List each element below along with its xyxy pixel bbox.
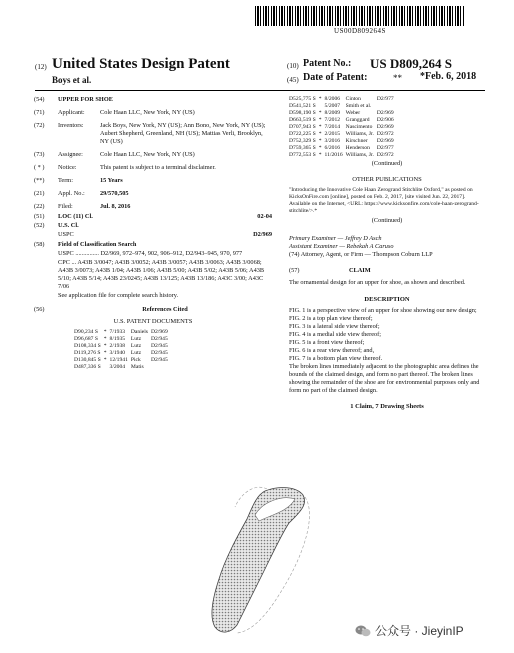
citation-class: D2/945 [150, 336, 168, 342]
date-label: Date of Patent: [303, 72, 368, 83]
design-title: UPPER FOR SHOE [58, 96, 113, 103]
citation-class [151, 364, 171, 371]
code-10: (10) [287, 62, 299, 70]
search-cpc [34, 259, 272, 291]
inventors-value: Jack Boys, New York, NY (US); Ann Bono, New York, NY (US); Aubert Shepherd, Greenland, NH (US); Mattias Verli, Brooklyn, NY (US) [100, 122, 266, 145]
citation-date: 2/1938 [109, 343, 126, 349]
citation-name: Williams, Jr. [345, 131, 374, 137]
citation-class: D2/972 [376, 152, 394, 158]
appl-no-value: 29/570,505 [100, 190, 129, 197]
field-label: Notice: [58, 164, 77, 171]
field-appl-no [34, 190, 272, 198]
field-uspc [34, 231, 272, 239]
search-cpc-value: CPC ... A43B 3/0047; A43B 3/0052; A43B 3/0057; A43B 3/0063; A43B 3/0068; A43B 3/0073; A43B 1/04; A43B 1/06; A43B 5/00; A43B 5/02; A43B 5/06; A43B 5/10; A43B 5/14; A43B 23/0245; A43B 13/125; A43B 13/186; A43C 3/00; A43C 7/06 [58, 259, 265, 290]
citation-class: D2/969 [376, 138, 394, 144]
field-applicant [34, 109, 272, 117]
inventors-short: Boys et al. [52, 75, 92, 85]
field-code: (73) [34, 151, 45, 158]
citation-row [289, 103, 397, 110]
citation-mark: * [103, 336, 107, 342]
barcode [255, 6, 465, 26]
citation-date: 3/2004 [109, 364, 126, 370]
watermark-text: 公众号 · JieyinIP [375, 624, 464, 638]
field-assignee [34, 151, 272, 159]
field-filed [34, 203, 272, 211]
field-code: (56) [34, 306, 45, 313]
patent-type-title: United States Design Patent [52, 56, 230, 72]
attorney: (74) Attorney, Agent, or Firm — Thompson Coburn LLP [289, 251, 433, 258]
header-rule [35, 90, 485, 91]
desc-line: The broken lines immediately adjacent to the photographic area defines the bounds of the claimed design, and form no part thereof. The broken lines showing the remainder of the shoe are for environmental purposes only and form no part of the claimed design. [289, 363, 480, 394]
barcode-number: US00D809264S [334, 27, 386, 35]
code-45: (45) [287, 76, 299, 84]
citation-class [377, 103, 397, 110]
assignee-value: Cole Haan LLC, New York, NY (US) [100, 151, 195, 158]
search-uspc-value: USPC ............... D2/969, 972–974, 902, 906–912, D2/943–945, 970, 977 [58, 250, 243, 257]
citation-row [289, 152, 397, 159]
field-code: (51) [34, 213, 45, 220]
citation-mark: * [318, 131, 322, 137]
citation-mark: * [318, 124, 322, 130]
citation-number: D90,234 S [74, 329, 98, 335]
citation-row [289, 124, 397, 131]
us-docs-heading: U.S. PATENT DOCUMENTS [113, 318, 193, 325]
citation-mark: * [318, 117, 322, 123]
us-docs-table [74, 329, 171, 371]
citation-number: D130,845 S [74, 357, 101, 363]
citation-row [74, 329, 171, 336]
right-column [289, 96, 485, 414]
patent-date: *Feb. 6, 2018 [420, 71, 477, 82]
field-label: Inventors: [58, 122, 84, 129]
citation-class: D2/906 [376, 117, 394, 123]
citation-mark: * [103, 350, 107, 356]
citation-date: 8/2009 [324, 110, 341, 116]
citation-mark: * [103, 343, 107, 349]
loc-value: 02-04 [257, 213, 272, 220]
citation-date: 8/1935 [109, 336, 126, 342]
search-uspc [34, 250, 272, 258]
citation-class: D2/969 [376, 110, 394, 116]
field-label: LOC (11) Cl. [58, 213, 93, 220]
citation-mark: * [318, 110, 322, 116]
citation-class: D2/945 [150, 343, 168, 349]
claim-heading: CLAIM [349, 267, 371, 274]
citation-class: D2/972 [376, 131, 394, 137]
desc-line: FIG. 5 is a front view thereof; [289, 339, 365, 346]
description-heading: DESCRIPTION [364, 296, 410, 303]
citation-row [289, 145, 397, 152]
field-label: Field of Classification Search [58, 241, 137, 248]
assistant-examiner: Assistant Examiner — Rebekah A Caruso [289, 243, 394, 250]
citation-row [289, 131, 397, 138]
citation-name: Henderson [345, 145, 370, 151]
field-label: Term: [58, 177, 73, 184]
citation-row [289, 110, 397, 117]
field-references [34, 306, 272, 314]
field-code: (21) [34, 190, 45, 197]
citation-date: 7/2012 [324, 117, 341, 123]
right-docs-table [289, 96, 397, 159]
patent-no-label: Patent No.: [303, 58, 352, 69]
wechat-icon [355, 624, 371, 638]
citation-date: 7/2014 [324, 124, 341, 130]
citation-number: D119,276 S [74, 350, 101, 356]
citation-date: 8/2006 [324, 96, 341, 102]
claim-text: The ornamental design for an upper for shoe, as shown and described. [289, 279, 466, 286]
left-column [34, 96, 272, 371]
desc-line: FIG. 3 is a lateral side view thereof; [289, 323, 380, 330]
field-code: (72) [34, 122, 45, 129]
claim-heading-row [289, 267, 485, 275]
citation-number: D752,329 S [289, 138, 316, 144]
continued-2: (Continued) [371, 217, 403, 224]
citation-date: 7/1933 [109, 329, 126, 335]
citation-date: 3/2016 [324, 138, 341, 144]
citation-number: D722,225 S [289, 131, 316, 137]
patent-number: US D809,264 S [370, 56, 452, 71]
field-notice [34, 164, 272, 172]
citation-mark: * [318, 152, 322, 158]
field-code: (52) [34, 222, 45, 229]
code-12: (12) [35, 63, 47, 71]
citation-name: Lutz [130, 336, 142, 342]
field-title [34, 96, 272, 104]
field-code: (58) [34, 241, 45, 248]
citation-name: Smith et al. [345, 103, 372, 109]
citation-row [289, 96, 397, 103]
applicant-value: Cole Haan LLC, New York, NY (US) [100, 109, 195, 116]
field-label: Filed: [58, 203, 73, 210]
watermark [355, 622, 464, 639]
shoe-upper-drawing [185, 485, 325, 635]
citation-mark: * [103, 329, 107, 335]
field-code: (71) [34, 109, 45, 116]
description-body [289, 307, 485, 395]
desc-line: FIG. 7 is a bottom plan view thereof. [289, 355, 383, 362]
citation-class: D2/945 [150, 350, 168, 356]
field-inventors [34, 122, 272, 146]
field-term [34, 177, 272, 185]
citation-mark: * [103, 357, 107, 363]
citation-mark: * [318, 145, 322, 151]
citation-name: Nascimento [345, 124, 373, 130]
citation-name: Granggard [345, 117, 370, 123]
citation-row [74, 343, 171, 350]
desc-line: FIG. 2 is a top plan view thereof; [289, 315, 373, 322]
term-value: 15 Years [100, 177, 123, 184]
citation-class: D2/977 [376, 96, 394, 102]
other-pubs-text: "Introducing the Innovative Cole Haan Zerogrand Stitchlite Oxford," as posted on KicksOnFire.com [online], posted on Feb. 2, 2017, [site visited Jun. 22, 2017]. Available on the Internet, <URL: https://www.kicksonfire.com/cole-haan-zerogrand-stitchlite/>.* [289, 187, 479, 214]
citation-class: D2/977 [376, 145, 394, 151]
citation-date: 11/2016 [324, 152, 343, 158]
citation-number: D108,334 S [74, 343, 101, 349]
citation-number: D707,943 S [289, 124, 316, 130]
search-note [34, 292, 272, 300]
citation-name: Williams, Jr. [345, 152, 374, 158]
citation-number: D525,775 S [289, 96, 316, 102]
claim-code: (57) [289, 267, 300, 274]
field-code: (54) [34, 96, 45, 103]
field-label: Appl. No.: [58, 190, 85, 197]
date-mark: ** [393, 73, 402, 83]
notice-value: This patent is subject to a terminal disclaimer. [100, 164, 216, 171]
continued-1: (Continued) [371, 160, 403, 167]
citation-row [74, 350, 171, 357]
citation-date: 2/2015 [324, 131, 341, 137]
field-label: Applicant: [58, 109, 85, 116]
field-label: U.S. Cl. [58, 222, 79, 229]
citation-date: 6/2016 [324, 145, 341, 151]
uspc-value: D2/969 [253, 231, 272, 238]
citation-name: Daniels [130, 329, 148, 335]
citation-name: Lutz [130, 350, 142, 356]
citation-date: 5/2007 [324, 103, 341, 109]
citation-row [289, 138, 397, 145]
uspc-label: USPC [58, 231, 74, 238]
citation-number: D598,190 S [289, 110, 316, 116]
citation-row [74, 357, 171, 364]
citation-date: 12/1941 [109, 357, 128, 363]
citation-name: Lutz [130, 343, 142, 349]
field-search [34, 241, 272, 249]
field-loc [34, 213, 272, 221]
field-code: (**) [34, 177, 45, 184]
desc-line: FIG. 1 is a perspective view of an upper for shoe showing our new design; [289, 307, 477, 314]
references-heading: References Cited [142, 306, 188, 313]
citation-name: Kirschner [345, 138, 368, 144]
field-code: ( * ) [34, 164, 45, 171]
citation-number: D772,553 S [289, 152, 316, 158]
citation-name: Weber [345, 110, 361, 116]
citation-number: D96,687 S [74, 336, 98, 342]
citation-mark: * [318, 138, 322, 144]
citation-mark: * [318, 96, 322, 102]
claims-summary: 1 Claim, 7 Drawing Sheets [350, 403, 424, 410]
other-pubs-heading: OTHER PUBLICATIONS [352, 176, 422, 183]
citation-row [74, 336, 171, 343]
citation-row [74, 364, 171, 371]
citation-class: D2/969 [376, 124, 394, 130]
primary-examiner: Primary Examiner — Jeffrey D Asch [289, 235, 382, 242]
citation-name: Pick [130, 357, 141, 363]
citation-name: Matis [130, 364, 144, 370]
desc-line: FIG. 6 is a rear view thereof; and, [289, 347, 375, 354]
desc-line: FIG. 4 is a medial side view thereof; [289, 331, 381, 338]
citation-number: D759,365 S [289, 145, 316, 151]
citation-name: Cinton [345, 96, 361, 102]
field-us-cl [34, 222, 272, 230]
citation-class: D2/969 [150, 329, 168, 335]
citation-number: D541,521 S [289, 103, 316, 109]
filed-value: Jul. 8, 2016 [100, 203, 131, 210]
citation-row [289, 117, 397, 124]
citation-class: D2/945 [150, 357, 168, 363]
shoe-upper-shape [212, 488, 305, 633]
field-code: (22) [34, 203, 45, 210]
citation-number: D663,519 S [289, 117, 316, 123]
search-note-value: See application file for complete search history. [58, 292, 179, 299]
field-label: Assignee: [58, 151, 83, 158]
citation-number: D487,336 S [74, 364, 101, 370]
citation-date: 3/1940 [109, 350, 126, 356]
